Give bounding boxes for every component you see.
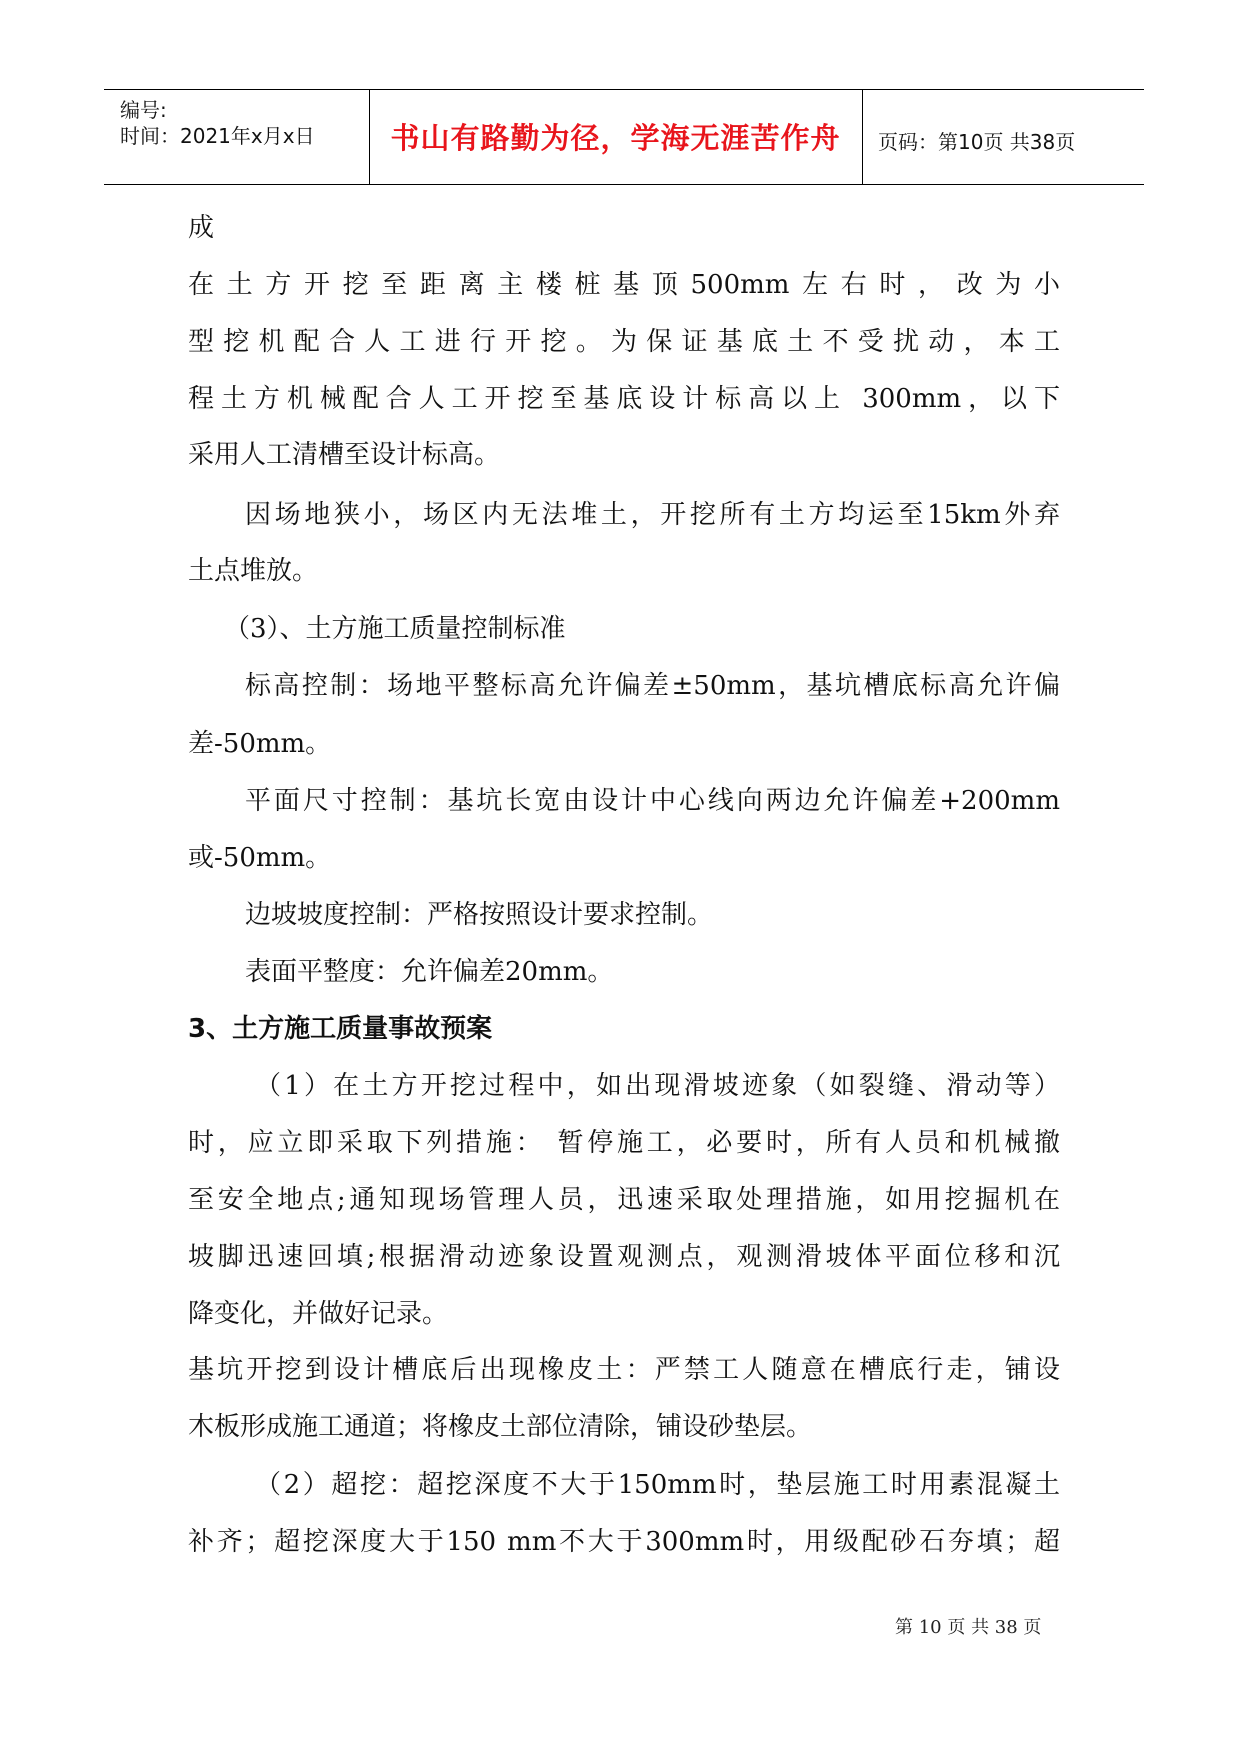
text-line: 型挖机配合人工进行开挖。为保证基底土不受扰动，本工	[188, 327, 1060, 357]
text-line: 木板形成施工通道；将橡皮土部位清除，铺设砂垫层。	[188, 1412, 813, 1442]
page-header	[104, 89, 1144, 185]
text-line: （1）在土方开挖过程中，如出现滑坡迹象（如裂缝、滑动等）	[255, 1071, 1060, 1101]
text-line: 基坑开挖到设计槽底后出现橡皮土：严禁工人随意在槽底行走，铺设	[188, 1355, 1060, 1385]
text-line: 至安全地点;通知现场管理人员，迅速采取处理措施，如用挖掘机在	[188, 1185, 1060, 1215]
text-line: 标高控制：场地平整标高允许偏差±50mm，基坑槽底标高允许偏	[245, 671, 1060, 701]
text-line: 采用人工清槽至设计标高。	[188, 440, 501, 470]
text-line: （2）超挖：超挖深度不大于150mm时，垫层施工时用素混凝土	[255, 1470, 1060, 1500]
text-line: （3）、土方施工质量控制标准	[224, 614, 566, 644]
text-line: 或-50mm。	[188, 843, 332, 873]
header-divider-right	[862, 90, 863, 184]
text-line: 边坡坡度控制：严格按照设计要求控制。	[245, 900, 714, 930]
text-line: 表面平整度：允许偏差20mm。	[245, 957, 614, 987]
text-line: 坡脚迅速回填;根据滑动迹象设置观测点，观测滑坡体平面位移和沉	[188, 1242, 1060, 1272]
header-meta	[104, 90, 369, 184]
text-line: 降变化，并做好记录。	[188, 1299, 449, 1329]
page-footer: 第 10 页 共 38 页	[895, 1617, 1042, 1638]
text-line: 在土方开挖至距离主楼桩基顶500mm左右时，改为小	[188, 270, 1060, 300]
text-line: 土点堆放。	[188, 556, 319, 586]
document-time-label: 时间：2021年x月x日	[120, 124, 315, 148]
header-motto: 书山有路勤为径，学海无涯苦作舟	[390, 121, 841, 155]
text-line: 成	[188, 213, 215, 243]
document-number-label: 编号:	[120, 98, 167, 122]
text-line: 平面尺寸控制：基坑长宽由设计中心线向两边允许偏差+200mm	[245, 786, 1060, 816]
text-line: 差-50mm。	[188, 729, 332, 759]
text-line: 程土方机械配合人工开挖至基底设计标高以上 300mm，以下	[188, 384, 1060, 414]
text-line: 补齐；超挖深度大于150 mm不大于300mm时，用级配砂石夯填；超	[188, 1527, 1060, 1557]
section-heading: 3、土方施工质量事故预案	[188, 1014, 493, 1044]
text-line: 因场地狭小，场区内无法堆土，开挖所有土方均运至15km外弃	[245, 500, 1060, 530]
header-page-label: 页码：第10页 共38页	[878, 130, 1076, 154]
text-line: 时，应立即采取下列措施： 暂停施工，必要时，所有人员和机械撤	[188, 1128, 1060, 1158]
